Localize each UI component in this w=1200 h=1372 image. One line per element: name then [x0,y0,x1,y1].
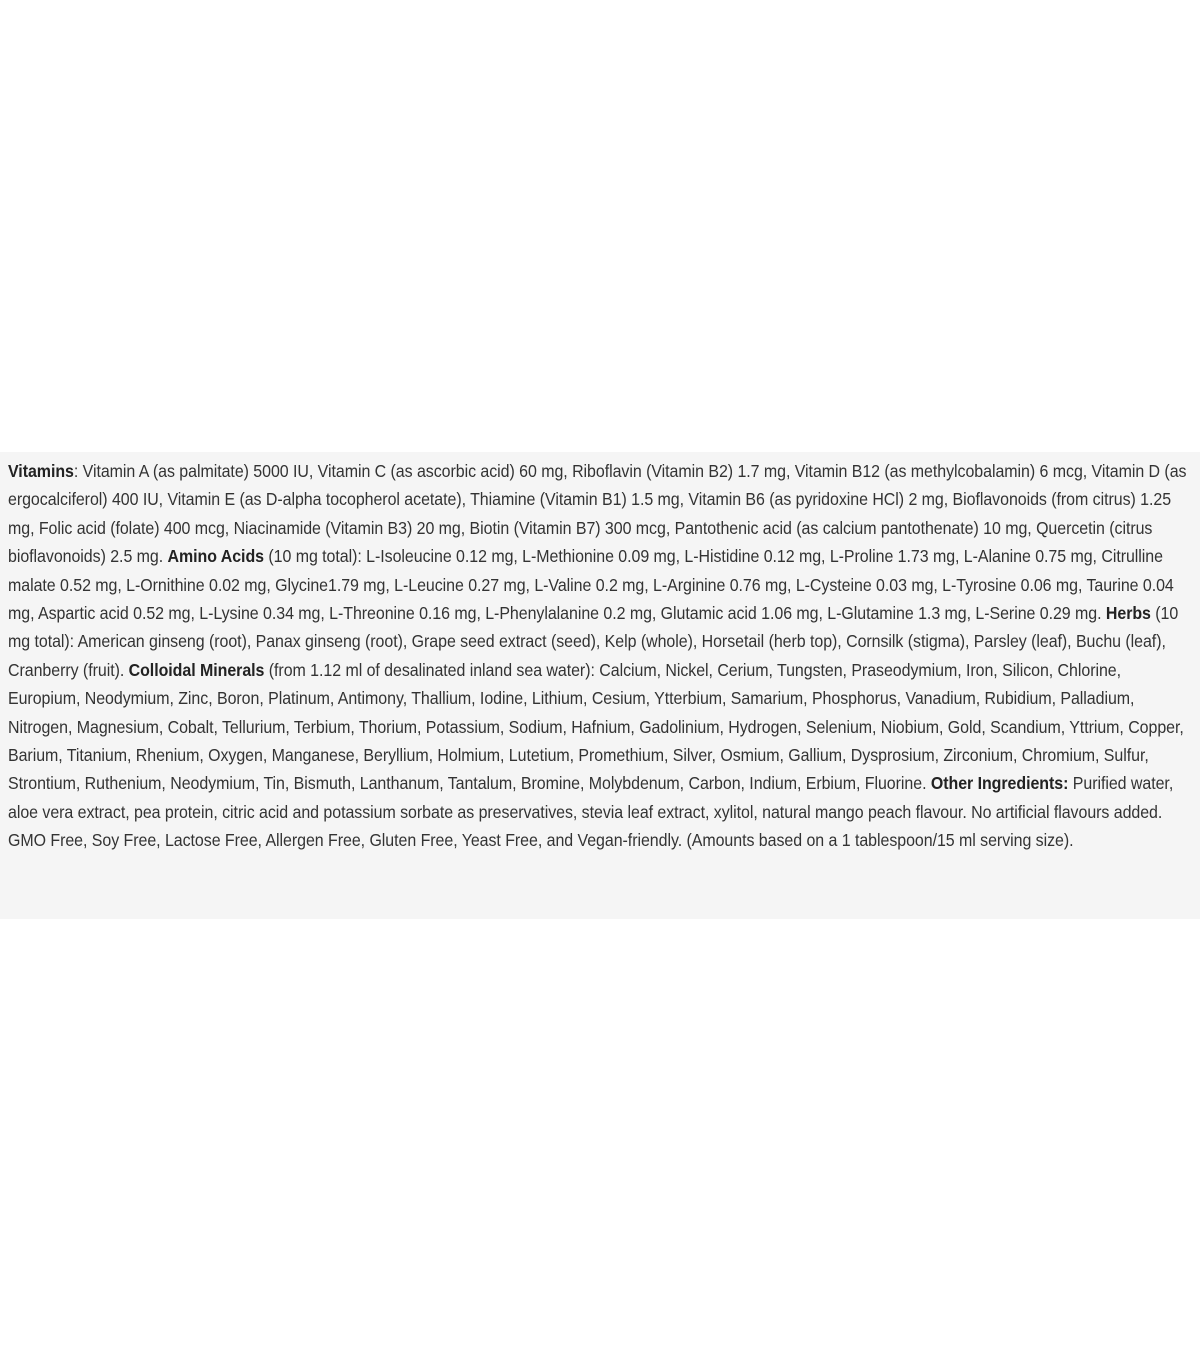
herbs-heading: Herbs [1105,603,1151,624]
amino-acids-list: (10 mg total): L-Isoleucine 0.12 mg, L-Methionine 0.09 mg, L-Histidine 0.12 mg, L-Proline 1.73 mg, L-Alanine 0.75 mg, Citrulline malate 0.52 mg, L-Ornithine 0.02 mg, Glycine1.79 mg, L-Leucine 0.27 mg, L-Valine 0.2 mg, L-Arginine 0.76 mg, L-Cysteine 0.03 mg, L-Tyrosine 0.06 mg, Taurine 0.04 mg, Aspartic acid 0.52 mg, L-Lysine 0.34 mg, L-Threonine 0.16 mg, L-Phenylalanine 0.2 mg, Glutamic acid 1.06 mg, L-Glutamine 1.3 mg, L-Serine 0.29 mg. [8,546,1174,624]
vitamins-heading: Vitamins [8,461,74,481]
ingredients-paragraph [8,457,1194,855]
colloidal-minerals-heading: Colloidal Minerals [128,659,265,680]
colloidal-minerals-list: (from 1.12 ml of desalinated inland sea water): Calcium, Nickel, Cerium, Tungsten, Praseodymium, Iron, Silicon, Chlorine, Europium, Neodymium, Zinc, Boron, Platinum, Antimony, Thallium, Iodine, Lithium, Cesium, Ytterbium, Samarium, Phosphorus, Vanadium, Rubidium, Palladium, Nitrogen, Magnesium, Cobalt, Tellurium, Terbium, Thorium, Potassium, Sodium, Hafnium, Gadolinium, Hydrogen, Selenium, Niobium, Gold, Scandium, Yttrium, Copper, Barium, Titanium, Rhenium, Oxygen, Manganese, Beryllium, Holmium, Lutetium, Promethium, Silver, Osmium, Gallium, Dysprosium, Zirconium, Chromium, Sulfur, Strontium, Ruthenium, Neodymium, Tin, Bismuth, Lanthanum, Tantalum, Bromine, Molybdenum, Carbon, Indium, Erbium, Fluorine. [8,659,1184,794]
vitamins-list: : Vitamin A (as palmitate) 5000 IU, Vitamin C (as ascorbic acid) 60 mg, Riboflavin (Vitamin B2) 1.7 mg, Vitamin B12 (as methylcobalamin) 6 mcg, Vitamin D (as ergocalciferol) 400 IU, Vitamin E (as D-alpha tocopherol acetate), Thiamine (Vitamin B1) 1.5 mg, Vitamin B6 (as pyridoxine HCl) 2 mg, Bioflavonoids (from citrus) 1.25 mg, Folic acid (folate) 400 mcg, Niacinamide (Vitamin B3) 20 mg, Biotin (Vitamin B7) 300 mcg, Pantothenic acid (as calcium pantothenate) 10 mg, Quercetin (citrus bioflavonoids) 2.5 mg. [8,461,1187,567]
amino-acids-heading: Amino Acids [167,546,264,567]
other-ingredients-heading: Other Ingredients: [930,773,1069,794]
herbs-list: (10 mg total): American ginseng (root), Panax ginseng (root), Grape seed extract (seed), Kelp (whole), Horsetail (herb top), Cornsilk (stigma), Parsley (leaf), Buchu (leaf), Cranberry (fruit). [8,603,1179,680]
ingredients-panel [0,452,1200,919]
other-ingredients-list: Purified water, aloe vera extract, pea protein, citric acid and potassium sorbate as preservatives, stevia leaf extract, xylitol, natural mango peach flavour. No artificial flavours added. GMO Free, Soy Free, Lactose Free, Allergen Free, Gluten Free, Yeast Free, and Vegan-friendly. (Amounts based on a 1 tablespoon/15 ml serving size). [8,773,1174,851]
